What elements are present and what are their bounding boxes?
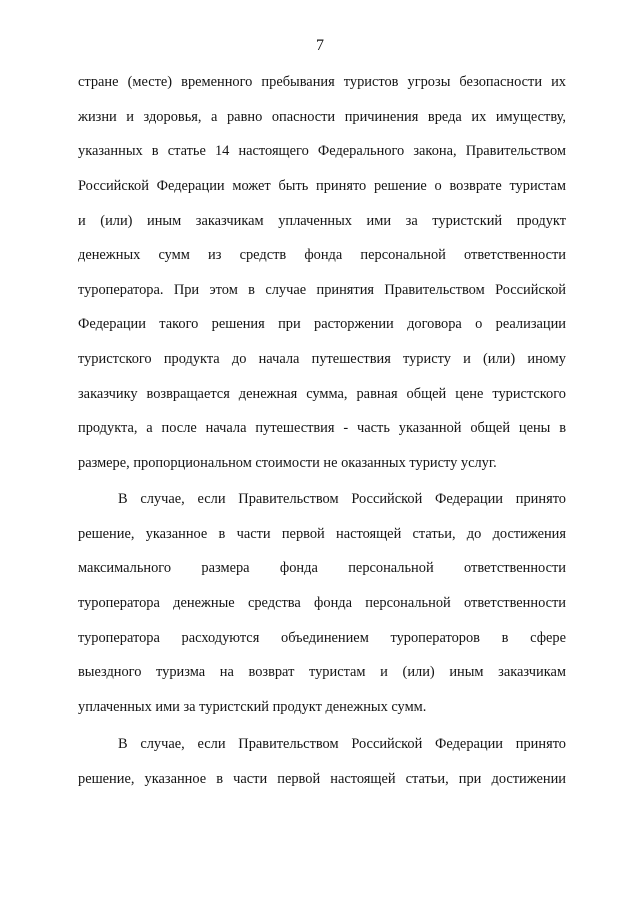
text-line: В случае, если Правительством Российской Федерации принято (118, 491, 566, 507)
text-line: продукта, а после начала путешествия - часть указанной общей цены в (78, 420, 566, 437)
text-line: Российской Федерации может быть принято решение о возврате туристам (78, 177, 566, 194)
text-line: максимального размера фонда персональной ответственности (78, 560, 566, 577)
text-line: стране (месте) временного пребывания туристов угрозы безопасности их (78, 74, 566, 90)
text-line: жизни и здоровья, а равно опасности причинения вреда их имуществу, (78, 108, 566, 125)
text-line: туроператора денежные средства фонда персональной ответственности (78, 594, 566, 611)
text-line: туристского продукта до начала путешествия туристу и (или) иному (78, 351, 566, 368)
text-line: заказчику возвращается денежная сумма, равная общей цене туристского (78, 385, 566, 402)
text-line: Федерации такого решения при расторжении договора о реализации (78, 316, 566, 333)
paragraph-3 (78, 734, 566, 803)
text-line: туроператора расходуются объединением туроператоров в сфере (78, 629, 566, 646)
text-line: решение, указанное в части первой настоящей статьи, при достижении (78, 770, 566, 787)
text-line: выездного туризма на возврат туристам и (или) иным заказчикам (78, 664, 566, 681)
text-line: указанных в статье 14 настоящего Федерального закона, Правительством (78, 143, 566, 160)
paragraph-2 (78, 489, 566, 731)
text-line: и (или) иным заказчикам уплаченных ими за туристский продукт (78, 212, 566, 229)
paragraph-1 (78, 72, 566, 488)
text-line: туроператора. При этом в случае принятия Правительством Российской (78, 281, 566, 298)
text-line: размере, пропорциональном стоимости не оказанных туристу услуг. (78, 455, 497, 472)
text-line: решение, указанное в части первой настоящей статьи, до достижения (78, 525, 566, 542)
page-number: 7 (316, 37, 324, 54)
text-line: уплаченных ими за туристский продукт денежных сумм. (78, 698, 427, 715)
text-line: денежных сумм из средств фонда персональной ответственности (78, 247, 566, 264)
text-line: В случае, если Правительством Российской Федерации принято (118, 736, 566, 752)
